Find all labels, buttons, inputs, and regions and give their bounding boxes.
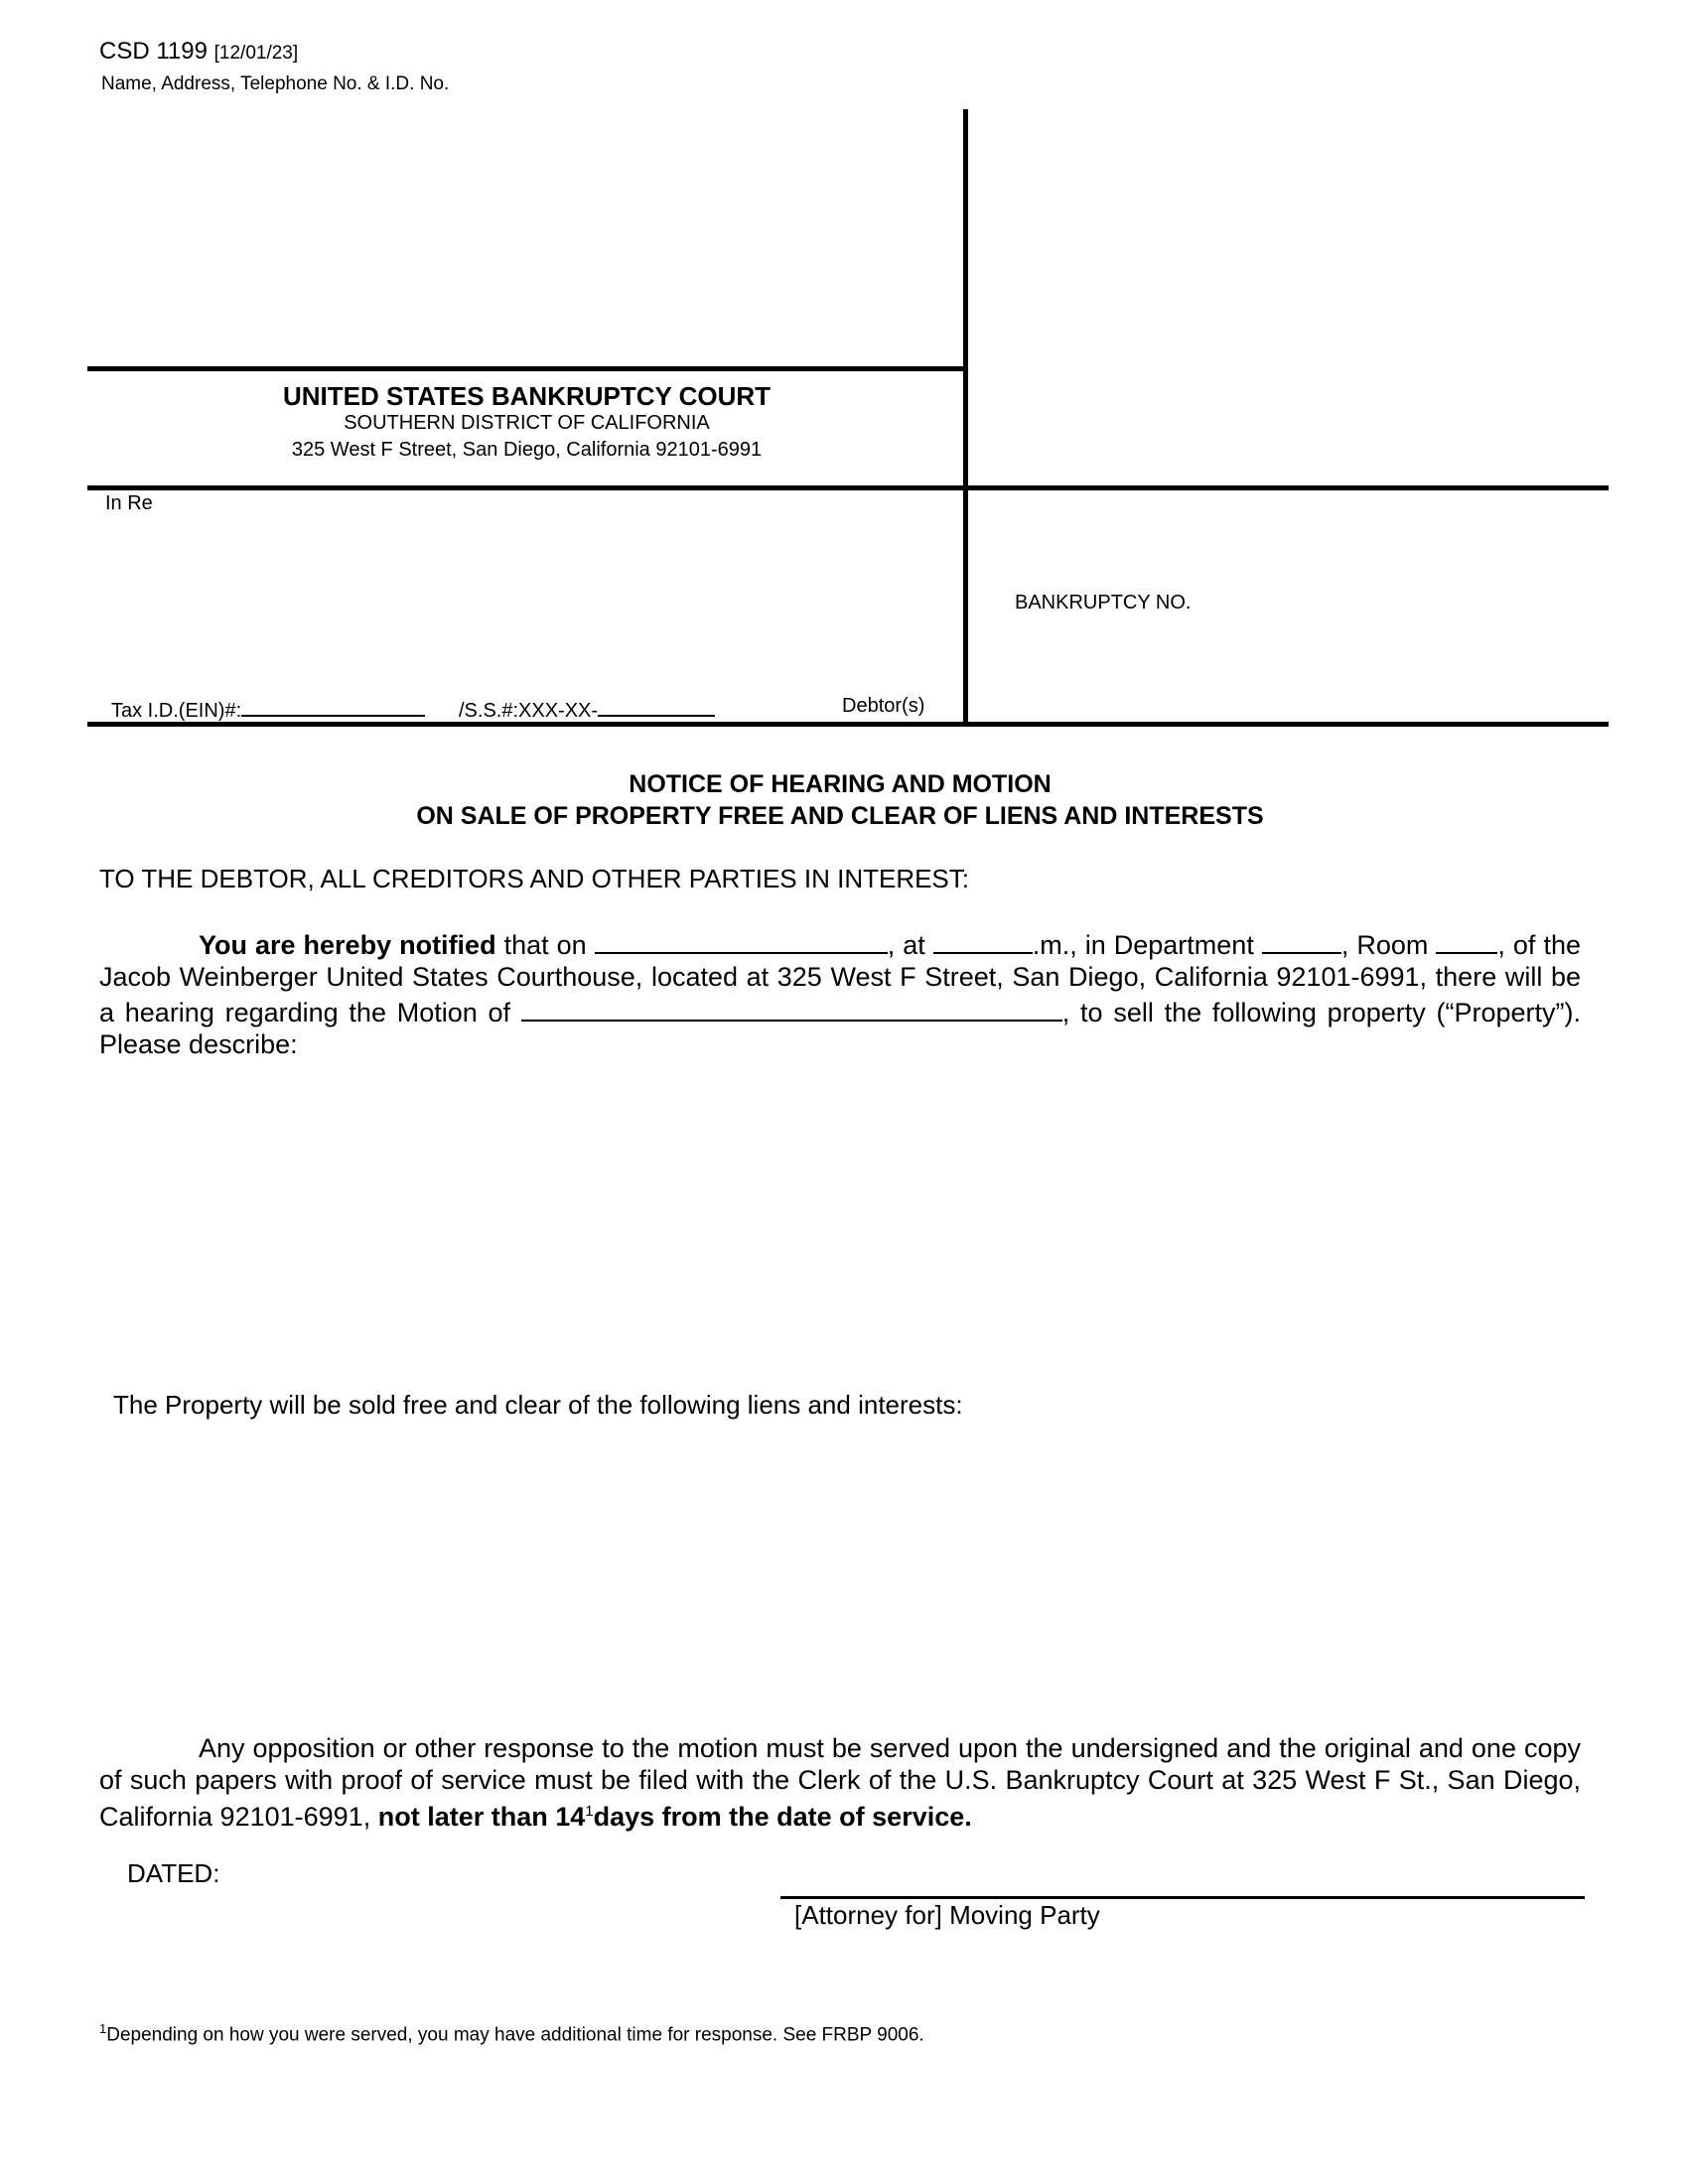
to-sell-text: , to sell the following property (“Property”). Please describe:	[99, 998, 1581, 1059]
hearing-paragraph	[99, 925, 1581, 1060]
salutation: TO THE DEBTOR, ALL CREDITORS AND OTHER PARTIES IN INTEREST:	[99, 864, 970, 893]
ssn-blank[interactable]	[598, 695, 715, 717]
notified-bold: You are hereby notified	[199, 930, 496, 960]
deadline-bold-b: days from the date of service.	[593, 1802, 972, 1832]
document-title-line-1: NOTICE OF HEARING AND MOTION	[629, 770, 1052, 798]
courthouse-text: the Jacob Weinberger United States Courthouse, located at 325 West F Street, San Diego, California 92101-6991, there will be a hearing regarding the Motion of	[99, 930, 1581, 1027]
tax-id-line	[111, 695, 425, 723]
signature-line[interactable]	[780, 1896, 1585, 1899]
at-label: , at	[887, 930, 925, 960]
ssn-line	[459, 695, 715, 723]
hearing-time-blank[interactable]	[933, 925, 1033, 954]
dated-label: DATED:	[127, 1858, 220, 1888]
tax-id-label: Tax I.D.(EIN)#:	[111, 700, 242, 722]
deadline-bold-a: not later than 14	[377, 1802, 586, 1832]
notified-that-on: that on	[503, 930, 587, 960]
footnote	[99, 2021, 924, 2046]
footnote-text: Depending on how you were served, you may have additional time for response. See FRBP 9006.	[106, 2024, 924, 2046]
room-blank[interactable]	[1436, 925, 1497, 954]
form-number: CSD 1199	[99, 38, 208, 65]
bankruptcy-no-label: BANKRUPTCY NO.	[1015, 592, 1192, 614]
tax-id-blank[interactable]	[241, 695, 425, 717]
deadline-footnote-mark: 1	[585, 1803, 594, 1820]
caption-middle-rule	[87, 485, 1609, 490]
debtor-label: Debtor(s)	[842, 695, 925, 717]
moving-party-blank[interactable]	[521, 993, 1062, 1022]
court-top-rule	[87, 366, 966, 371]
opposition-paragraph	[99, 1732, 1581, 1833]
room-label: , Room	[1340, 930, 1429, 960]
of-label: , of	[1497, 930, 1536, 960]
footnote-mark: 1	[99, 2021, 107, 2036]
ssn-label: /S.S.#:XXX-XX-	[459, 700, 599, 722]
hearing-date-blank[interactable]	[595, 925, 888, 954]
court-address: 325 West F Street, San Diego, California 92101-6991	[291, 439, 763, 461]
department-blank[interactable]	[1262, 925, 1341, 954]
document-title-line-2: ON SALE OF PROPERTY FREE AND CLEAR OF LIENS AND INTERESTS	[416, 802, 1264, 830]
court-district: SOUTHERN DISTRICT OF CALIFORNIA	[344, 412, 710, 434]
party-info-label: Name, Address, Telephone No. & I.D. No.	[101, 73, 450, 94]
liens-statement: The Property will be sold free and clear of the following liens and interests:	[113, 1390, 963, 1420]
department-label: .m., in Department	[1032, 930, 1254, 960]
form-revision-date: [12/01/23]	[213, 43, 299, 64]
court-name: UNITED STATES BANKRUPTCY COURT	[282, 381, 772, 411]
opposition-text: Any opposition or other response to the motion must be served upon the undersigned and the original and one copy of such papers with proof of service must be filed with the Clerk of the U.S. Bankruptcy Court at 325 West F St., San Diego, California 92101-6991,	[99, 1733, 1581, 1832]
in-re-label: In Re	[105, 492, 153, 514]
signer-label: [Attorney for] Moving Party	[794, 1900, 1100, 1930]
form-id	[99, 38, 298, 66]
